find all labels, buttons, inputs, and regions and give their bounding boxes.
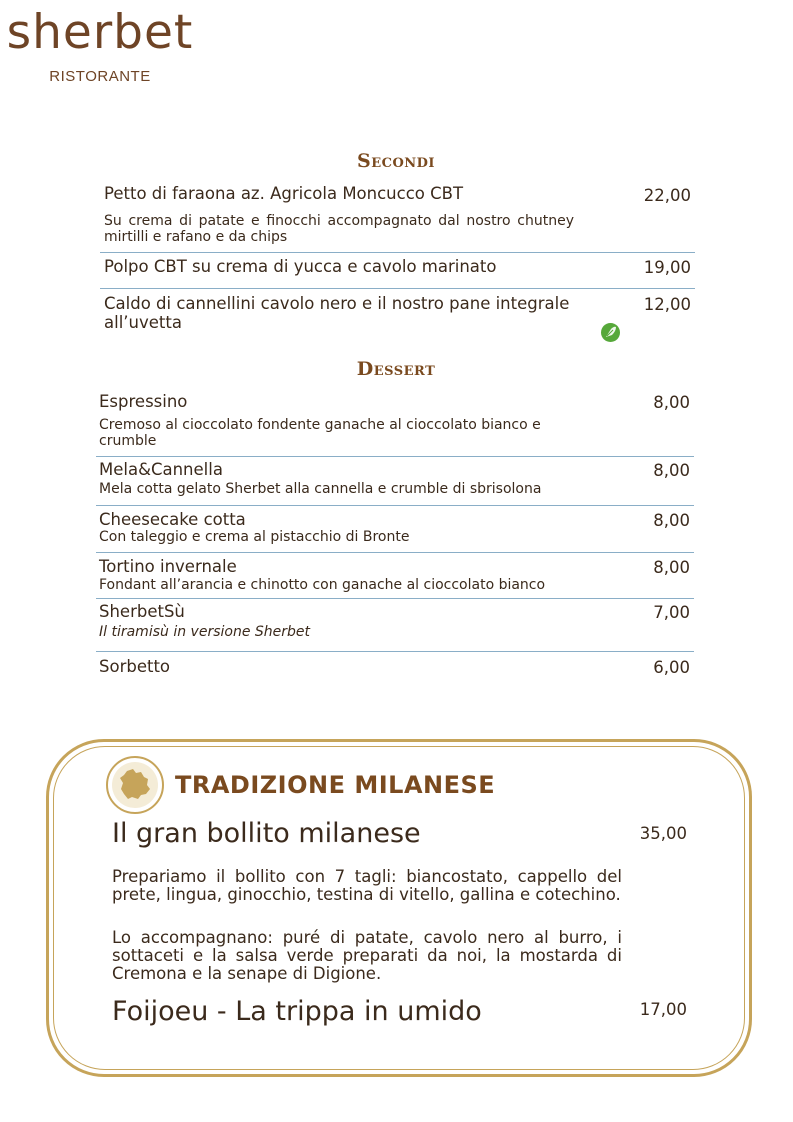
menu-item-name: Espressino bbox=[99, 392, 188, 411]
menu-item-price: 8,00 bbox=[653, 393, 690, 412]
menu-item-desc: Prepariamo il bollito con 7 tagli: biancostato, cappello del prete, lingua, ginocchio, testina di vitello, gallina e cotechino. bbox=[112, 867, 622, 904]
menu-item-name: Petto di faraona az. Agricola Moncucco CBT bbox=[104, 184, 464, 203]
menu-item-name: SherbetSù bbox=[99, 602, 185, 621]
menu-item-name: Sorbetto bbox=[99, 657, 171, 676]
menu-item-price: 8,00 bbox=[653, 461, 690, 480]
divider bbox=[100, 288, 695, 289]
menu-item-desc: Fondant all’arancia e chinotto con ganache al cioccolato bianco bbox=[99, 577, 546, 593]
divider bbox=[100, 252, 695, 253]
menu-item-name: Cheesecake cotta bbox=[99, 510, 246, 529]
logo-wordmark: sherbet bbox=[6, 5, 194, 60]
menu-item-price: 7,00 bbox=[653, 603, 690, 622]
divider bbox=[96, 598, 694, 599]
divider bbox=[96, 456, 694, 457]
menu-item-desc: Con taleggio e crema al pistacchio di Bronte bbox=[99, 529, 410, 545]
menu-item-price: 8,00 bbox=[653, 558, 690, 577]
menu-item-price: 19,00 bbox=[643, 258, 691, 277]
vegetarian-leaf-icon bbox=[601, 323, 620, 342]
divider bbox=[96, 651, 694, 652]
logo-subtitle: RISTORANTE bbox=[49, 68, 151, 85]
menu-item-desc: Cremoso al cioccolato fondente ganache al cioccolato bianco e crumble bbox=[99, 417, 541, 449]
divider bbox=[96, 552, 694, 553]
menu-item-price: 8,00 bbox=[653, 511, 690, 530]
menu-item-name: Foijoeu - La trippa in umido bbox=[112, 996, 482, 1027]
menu-item-desc: Su crema di patate e finocchi accompagnato dal nostro chutney mirtilli e rafano e da chips bbox=[104, 213, 574, 245]
menu-item-desc: Il tiramisù in versione Sherbet bbox=[99, 624, 310, 640]
menu-item-price: 17,00 bbox=[639, 1000, 687, 1019]
tradizione-title: TRADIZIONE MILANESE bbox=[175, 771, 496, 799]
section-title-dessert: Dessert bbox=[356, 358, 436, 380]
menu-item-name: Caldo di cannellini cavolo nero e il nostro pane integrale all’uvetta bbox=[104, 294, 570, 332]
menu-item-name: Polpo CBT su crema di yucca e cavolo marinato bbox=[104, 257, 497, 276]
section-title-secondi: Secondi bbox=[356, 150, 436, 172]
menu-item-price: 22,00 bbox=[643, 186, 691, 205]
menu-item-name: Tortino invernale bbox=[99, 557, 237, 576]
divider bbox=[96, 505, 694, 506]
menu-item-price: 12,00 bbox=[643, 295, 691, 314]
menu-item-desc: Lo accompagnano: puré di patate, cavolo nero al burro, i sottaceti e la salsa verde preparati da noi, la mostarda di Cremona e la senape di Digione. bbox=[112, 928, 622, 983]
menu-item-desc: Mela cotta gelato Sherbet alla cannella e crumble di sbrisolona bbox=[99, 481, 542, 497]
menu-item-name: Mela&Cannella bbox=[99, 460, 223, 479]
restaurant-logo bbox=[0, 0, 200, 90]
menu-item-price: 6,00 bbox=[653, 658, 690, 677]
lombardy-map-icon bbox=[106, 756, 164, 814]
menu-item-price: 35,00 bbox=[639, 824, 687, 843]
menu-item-name: Il gran bollito milanese bbox=[112, 818, 421, 849]
